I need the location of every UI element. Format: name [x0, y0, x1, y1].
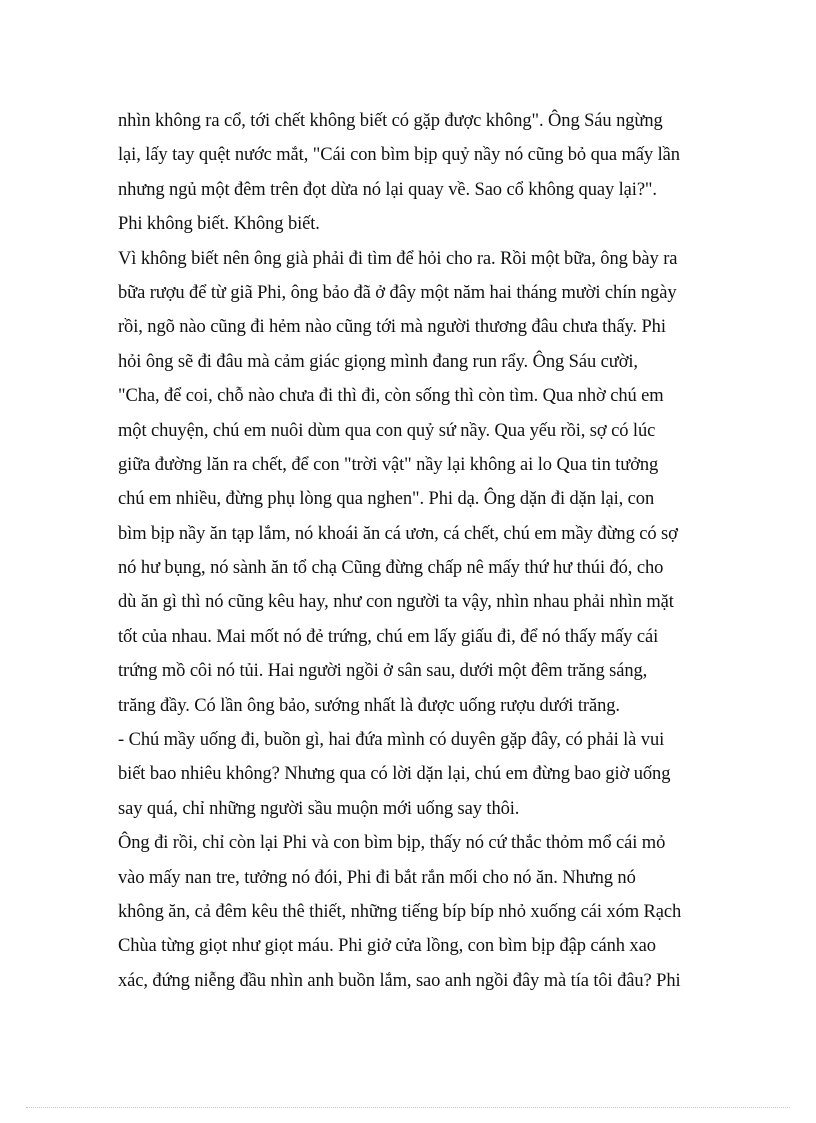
body-text [118, 104, 708, 998]
text-line: rồi, ngõ nào cũng đi hẻm nào cũng tới mà người thương đâu chưa thấy. Phi [118, 317, 666, 338]
text-line: dù ăn gì thì nó cũng kêu hay, như con người ta vậy, nhìn nhau phải nhìn mặt [118, 592, 674, 613]
text-line: nó hư bụng, nó sành ăn tổ chạ Cũng đừng chấp nê mấy thứ hư thúi đó, cho [118, 558, 664, 579]
text-line: Phi không biết. Không biết. [118, 214, 320, 235]
footer-divider [26, 1107, 790, 1108]
text-line: bữa rượu để từ giã Phi, ông bảo đã ở đây một năm hai tháng mười chín ngày [118, 282, 677, 303]
text-line: xác, đứng niễng đầu nhìn anh buồn lắm, sao anh ngồi đây mà tía tôi đâu? Phi [118, 970, 681, 991]
text-line: trứng mồ côi nó tủi. Hai người ngồi ở sân sau, dưới một đêm trăng sáng, [118, 661, 648, 682]
text-line: vào mấy nan tre, tưởng nó đói, Phi đi bắt rắn mối cho nó ăn. Nhưng nó [118, 867, 636, 888]
text-line: giữa đường lăn ra chết, để con "trời vật" nầy lại không ai lo Qua tin tưởng [118, 454, 659, 475]
text-line: tốt của nhau. Mai mốt nó đẻ trứng, chú em lấy giấu đi, để nó thấy mấy cái [118, 626, 659, 647]
text-line: "Cha, để coi, chỗ nào chưa đi thì đi, còn sống thì còn tìm. Qua nhờ chú em [118, 386, 664, 407]
text-line: trăng đầy. Có lần ông bảo, sướng nhất là được uống rượu dưới trăng. [118, 695, 620, 716]
text-line: chú em nhiều, đừng phụ lòng qua nghen". Phi dạ. Ông dặn đi dặn lại, con [118, 489, 655, 510]
text-line: lại, lấy tay quệt nước mắt, "Cái con bìm bịp quỷ nầy nó cũng bỏ qua mấy lần [118, 145, 680, 166]
text-line: say quá, chỉ những người sầu muộn mới uống say thôi. [118, 798, 520, 819]
text-line: một chuyện, chú em nuôi dùm qua con quỷ sứ nầy. Qua yếu rồi, sợ có lúc [118, 420, 656, 441]
text-line: không ăn, cả đêm kêu thê thiết, những tiếng bíp bíp nhỏ xuống cái xóm Rạch [118, 901, 682, 922]
text-line: - Chú mầy uống đi, buồn gì, hai đứa mình có duyên gặp đây, có phải là vui [118, 730, 665, 751]
text-line: biết bao nhiêu không? Nhưng qua có lời dặn lại, chú em đừng bao giờ uống [118, 764, 671, 785]
text-line: nhưng ngủ một đêm trên đọt dừa nó lại quay về. Sao cổ không quay lại?". [118, 179, 657, 200]
text-line: hỏi ông sẽ đi đâu mà cảm giác giọng mình đang run rẩy. Ông Sáu cười, [118, 351, 638, 372]
text-line: bìm bịp nầy ăn tạp lắm, nó khoái ăn cá ươn, cá chết, chú em mầy đừng có sợ [118, 523, 678, 544]
text-line: nhìn không ra cổ, tới chết không biết có gặp được không". Ông Sáu ngừng [118, 111, 663, 131]
text-line: Vì không biết nên ông già phải đi tìm để hỏi cho ra. Rồi một bữa, ông bày ra [118, 248, 678, 269]
text-line: Chùa từng giọt như giọt máu. Phi giở cửa lồng, con bìm bịp đập cánh xao [118, 936, 656, 957]
text-line: Ông đi rồi, chỉ còn lại Phi và con bìm bịp, thấy nó cứ thắc thỏm mổ cái mỏ [118, 833, 666, 854]
